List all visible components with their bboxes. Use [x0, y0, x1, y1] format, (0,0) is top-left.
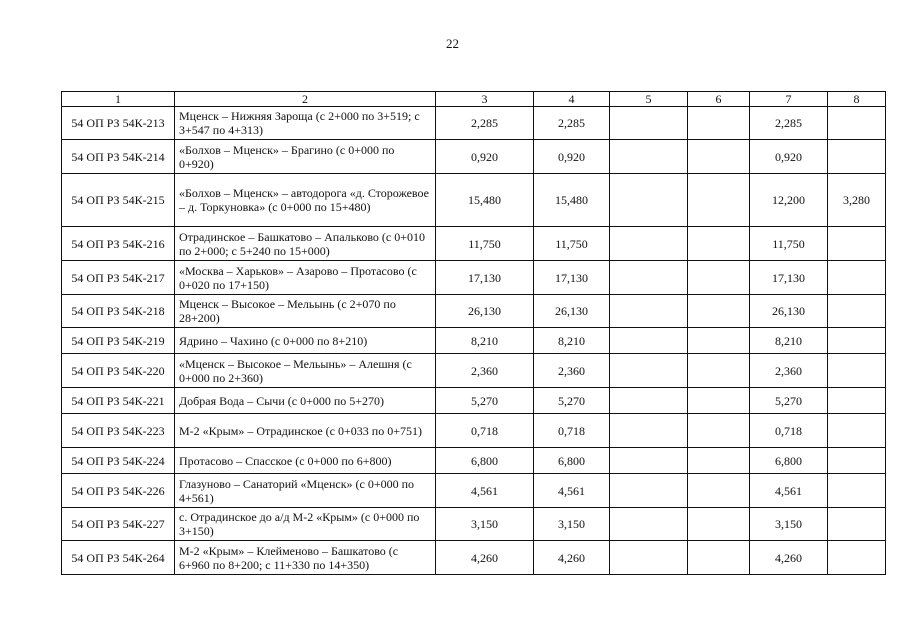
- col-5-cell: [610, 227, 688, 261]
- col-3-cell: 11,750: [436, 227, 534, 261]
- table-row: [62, 474, 886, 508]
- col-3-cell: 17,130: [436, 261, 534, 295]
- col-8-cell: [828, 295, 886, 328]
- header-col-4: 4: [534, 92, 610, 107]
- col-3-cell: 4,561: [436, 474, 534, 508]
- col-8-cell: [828, 227, 886, 261]
- road-name-cell: Добрая Вода – Сычи (с 0+000 по 5+270): [175, 388, 436, 414]
- road-name-cell: «Болхов – Мценск» – Брагино (с 0+000 по 0+920): [175, 140, 436, 174]
- col-6-cell: [688, 328, 750, 354]
- col-6-cell: [688, 107, 750, 140]
- col-5-cell: [610, 261, 688, 295]
- road-code-cell: 54 ОП РЗ 54К-221: [62, 388, 175, 414]
- table-row: [62, 140, 886, 174]
- col-7-cell: 11,750: [750, 227, 828, 261]
- table-row: [62, 541, 886, 575]
- col-6-cell: [688, 448, 750, 474]
- table-row: [62, 388, 886, 414]
- col-6-cell: [688, 474, 750, 508]
- road-code-cell: 54 ОП РЗ 54К-220: [62, 354, 175, 388]
- table-row: [62, 107, 886, 140]
- road-code-cell: 54 ОП РЗ 54К-213: [62, 107, 175, 140]
- col-4-cell: 0,718: [534, 414, 610, 448]
- col-8-cell: [828, 414, 886, 448]
- col-4-cell: 3,150: [534, 508, 610, 541]
- col-8-cell: [828, 107, 886, 140]
- col-4-cell: 15,480: [534, 174, 610, 227]
- header-row: [62, 92, 886, 107]
- col-3-cell: 0,718: [436, 414, 534, 448]
- col-7-cell: 3,150: [750, 508, 828, 541]
- col-6-cell: [688, 174, 750, 227]
- col-8-cell: [828, 508, 886, 541]
- road-code-cell: 54 ОП РЗ 54К-215: [62, 174, 175, 227]
- header-col-6: 6: [688, 92, 750, 107]
- col-8-cell: [828, 140, 886, 174]
- col-4-cell: 0,920: [534, 140, 610, 174]
- road-name-cell: Мценск – Высокое – Мельынь (с 2+070 по 28+200): [175, 295, 436, 328]
- col-5-cell: [610, 448, 688, 474]
- col-8-cell: [828, 448, 886, 474]
- col-5-cell: [610, 107, 688, 140]
- road-code-cell: 54 ОП РЗ 54К-264: [62, 541, 175, 575]
- col-7-cell: 4,561: [750, 474, 828, 508]
- col-8-cell: [828, 541, 886, 575]
- col-5-cell: [610, 295, 688, 328]
- col-3-cell: 4,260: [436, 541, 534, 575]
- table-row: [62, 261, 886, 295]
- col-4-cell: 11,750: [534, 227, 610, 261]
- table-row: [62, 354, 886, 388]
- table-row: [62, 295, 886, 328]
- col-7-cell: 17,130: [750, 261, 828, 295]
- road-name-cell: Глазуново – Санаторий «Мценск» (с 0+000 по 4+561): [175, 474, 436, 508]
- col-8-cell: [828, 328, 886, 354]
- col-6-cell: [688, 227, 750, 261]
- col-8-cell: [828, 354, 886, 388]
- col-3-cell: 6,800: [436, 448, 534, 474]
- col-7-cell: 5,270: [750, 388, 828, 414]
- col-5-cell: [610, 541, 688, 575]
- col-8-cell: [828, 474, 886, 508]
- road-name-cell: «Москва – Харьков» – Азарово – Протасово (с 0+020 по 17+150): [175, 261, 436, 295]
- col-7-cell: 8,210: [750, 328, 828, 354]
- table-row: [62, 227, 886, 261]
- table-row: [62, 328, 886, 354]
- table-body: [62, 107, 886, 575]
- col-4-cell: 2,360: [534, 354, 610, 388]
- road-code-cell: 54 ОП РЗ 54К-214: [62, 140, 175, 174]
- col-4-cell: 6,800: [534, 448, 610, 474]
- col-3-cell: 0,920: [436, 140, 534, 174]
- header-col-8: 8: [828, 92, 886, 107]
- col-5-cell: [610, 508, 688, 541]
- road-name-cell: Мценск – Нижняя Зароща (с 2+000 по 3+519; с 3+547 по 4+313): [175, 107, 436, 140]
- col-3-cell: 5,270: [436, 388, 534, 414]
- col-4-cell: 8,210: [534, 328, 610, 354]
- col-4-cell: 17,130: [534, 261, 610, 295]
- col-5-cell: [610, 328, 688, 354]
- col-4-cell: 4,260: [534, 541, 610, 575]
- col-7-cell: 2,360: [750, 354, 828, 388]
- road-name-cell: Ядрино – Чахино (с 0+000 по 8+210): [175, 328, 436, 354]
- road-code-cell: 54 ОП РЗ 54К-223: [62, 414, 175, 448]
- header-col-1: 1: [62, 92, 175, 107]
- road-name-cell: с. Отрадинское до а/д М-2 «Крым» (с 0+000 по 3+150): [175, 508, 436, 541]
- road-code-cell: 54 ОП РЗ 54К-217: [62, 261, 175, 295]
- table-row: [62, 414, 886, 448]
- col-3-cell: 8,210: [436, 328, 534, 354]
- col-7-cell: 12,200: [750, 174, 828, 227]
- col-8-cell: 3,280: [828, 174, 886, 227]
- road-code-cell: 54 ОП РЗ 54К-227: [62, 508, 175, 541]
- col-5-cell: [610, 414, 688, 448]
- col-6-cell: [688, 140, 750, 174]
- col-3-cell: 26,130: [436, 295, 534, 328]
- col-6-cell: [688, 261, 750, 295]
- roads-table: [61, 91, 886, 575]
- col-7-cell: 0,718: [750, 414, 828, 448]
- col-7-cell: 4,260: [750, 541, 828, 575]
- col-8-cell: [828, 261, 886, 295]
- road-code-cell: 54 ОП РЗ 54К-216: [62, 227, 175, 261]
- road-name-cell: Протасово – Спасское (с 0+000 по 6+800): [175, 448, 436, 474]
- col-6-cell: [688, 295, 750, 328]
- col-3-cell: 2,360: [436, 354, 534, 388]
- header-col-2: 2: [175, 92, 436, 107]
- header-col-7: 7: [750, 92, 828, 107]
- table-row: [62, 448, 886, 474]
- col-6-cell: [688, 354, 750, 388]
- col-4-cell: 5,270: [534, 388, 610, 414]
- page-number: 22: [446, 36, 459, 51]
- col-4-cell: 26,130: [534, 295, 610, 328]
- col-7-cell: 6,800: [750, 448, 828, 474]
- road-name-cell: М-2 «Крым» – Отрадинское (с 0+033 по 0+751): [175, 414, 436, 448]
- col-6-cell: [688, 388, 750, 414]
- road-name-cell: «Мценск – Высокое – Мельынь» – Алешня (с 0+000 по 2+360): [175, 354, 436, 388]
- table-row: [62, 174, 886, 227]
- col-6-cell: [688, 508, 750, 541]
- col-4-cell: 4,561: [534, 474, 610, 508]
- col-3-cell: 2,285: [436, 107, 534, 140]
- col-4-cell: 2,285: [534, 107, 610, 140]
- col-7-cell: 2,285: [750, 107, 828, 140]
- road-code-cell: 54 ОП РЗ 54К-219: [62, 328, 175, 354]
- road-code-cell: 54 ОП РЗ 54К-218: [62, 295, 175, 328]
- header-col-5: 5: [610, 92, 688, 107]
- col-3-cell: 3,150: [436, 508, 534, 541]
- col-7-cell: 0,920: [750, 140, 828, 174]
- col-5-cell: [610, 140, 688, 174]
- col-5-cell: [610, 388, 688, 414]
- road-name-cell: М-2 «Крым» – Клейменово – Башкатово (с 6+960 по 8+200; с 11+330 по 14+350): [175, 541, 436, 575]
- road-name-cell: «Болхов – Мценск» – автодорога «д. Сторожевое – д. Торкуновка» (с 0+000 по 15+480): [175, 174, 436, 227]
- col-6-cell: [688, 414, 750, 448]
- col-3-cell: 15,480: [436, 174, 534, 227]
- col-5-cell: [610, 354, 688, 388]
- header-col-3: 3: [436, 92, 534, 107]
- road-code-cell: 54 ОП РЗ 54К-226: [62, 474, 175, 508]
- col-6-cell: [688, 541, 750, 575]
- road-name-cell: Отрадинское – Башкатово – Апальково (с 0+010 по 2+000; с 5+240 по 15+000): [175, 227, 436, 261]
- road-code-cell: 54 ОП РЗ 54К-224: [62, 448, 175, 474]
- col-5-cell: [610, 174, 688, 227]
- table-row: [62, 508, 886, 541]
- col-7-cell: 26,130: [750, 295, 828, 328]
- col-5-cell: [610, 474, 688, 508]
- col-8-cell: [828, 388, 886, 414]
